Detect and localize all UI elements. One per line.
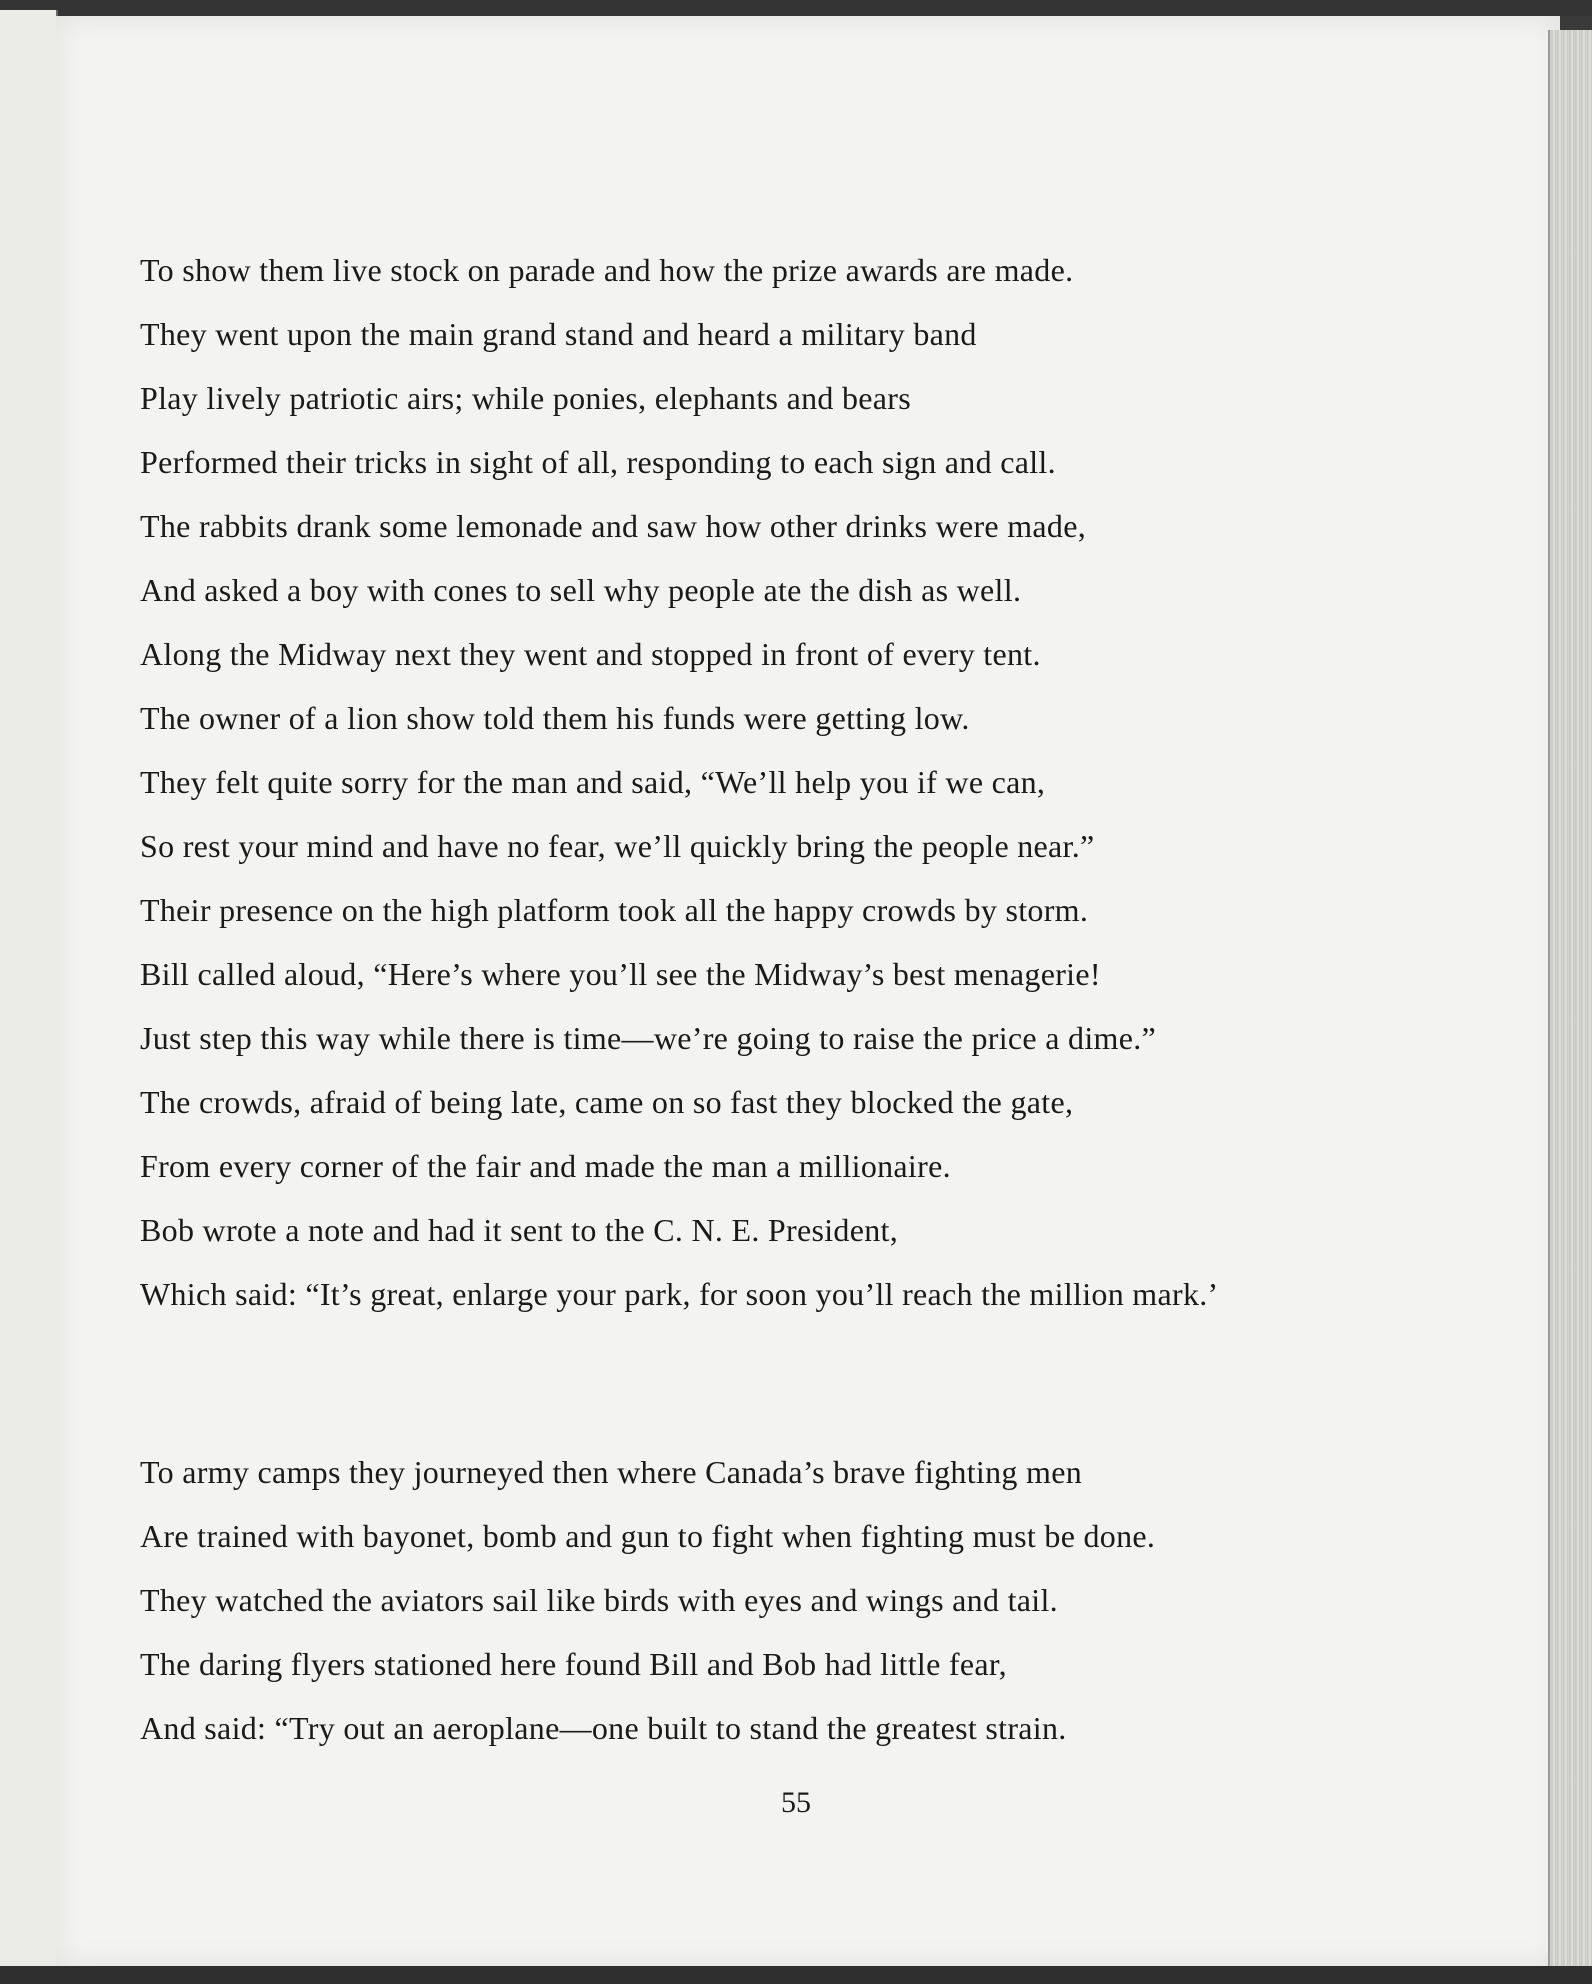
verse-line: From every corner of the fair and made the man a millionaire. bbox=[140, 1148, 951, 1184]
verse-line: And said: “Try out an aeroplane—one built to stand the greatest strain. bbox=[140, 1710, 1067, 1746]
verse-line: Bill called aloud, “Here’s where you’ll see the Midway’s best menagerie! bbox=[140, 956, 1101, 992]
verse-line: Which said: “It’s great, enlarge your park, for soon you’ll reach the million mark.’ bbox=[140, 1276, 1219, 1312]
verse-line: The owner of a lion show told them his funds were getting low. bbox=[140, 700, 970, 736]
verse-line: Performed their tricks in sight of all, responding to each sign and call. bbox=[140, 444, 1056, 480]
verse-line: They went upon the main grand stand and heard a military band bbox=[140, 316, 977, 352]
verse-line: And asked a boy with cones to sell why people ate the dish as well. bbox=[140, 572, 1022, 608]
page-number: 55 bbox=[781, 1786, 811, 1819]
verse-line: To army camps they journeyed then where Canada’s brave fighting men bbox=[140, 1454, 1083, 1490]
verse-line: The rabbits drank some lemonade and saw how other drinks were made, bbox=[140, 508, 1087, 544]
verse-line: They felt quite sorry for the man and said, “We’ll help you if we can, bbox=[140, 764, 1046, 800]
stanza-2 bbox=[140, 1440, 1440, 1760]
bottom-edge bbox=[0, 1966, 1592, 1984]
verse-line: Their presence on the high platform took all the happy crowds by storm. bbox=[140, 892, 1089, 928]
verse-line: They watched the aviators sail like birds with eyes and wings and tail. bbox=[140, 1582, 1058, 1618]
verse-line: Are trained with bayonet, bomb and gun to fight when fighting must be done. bbox=[140, 1518, 1156, 1554]
top-edge bbox=[0, 0, 1592, 16]
verse-line: Just step this way while there is time—we’re going to raise the price a dime.” bbox=[140, 1020, 1157, 1056]
stanza-1 bbox=[140, 238, 1440, 1326]
verse-line: The crowds, afraid of being late, came on so fast they blocked the gate, bbox=[140, 1084, 1074, 1120]
verse-line: Bob wrote a note and had it sent to the C. N. E. President, bbox=[140, 1212, 899, 1248]
page-edges bbox=[1548, 30, 1592, 1970]
binding-gutter bbox=[0, 10, 58, 1970]
verse-line: Play lively patriotic airs; while ponies, elephants and bears bbox=[140, 380, 911, 416]
verse-line: To show them live stock on parade and how the prize awards are made. bbox=[140, 252, 1074, 288]
verse-line: The daring flyers stationed here found Bill and Bob had little fear, bbox=[140, 1646, 1007, 1682]
verse-line: So rest your mind and have no fear, we’ll quickly bring the people near.” bbox=[140, 828, 1095, 864]
verse-line: Along the Midway next they went and stopped in front of every tent. bbox=[140, 636, 1041, 672]
